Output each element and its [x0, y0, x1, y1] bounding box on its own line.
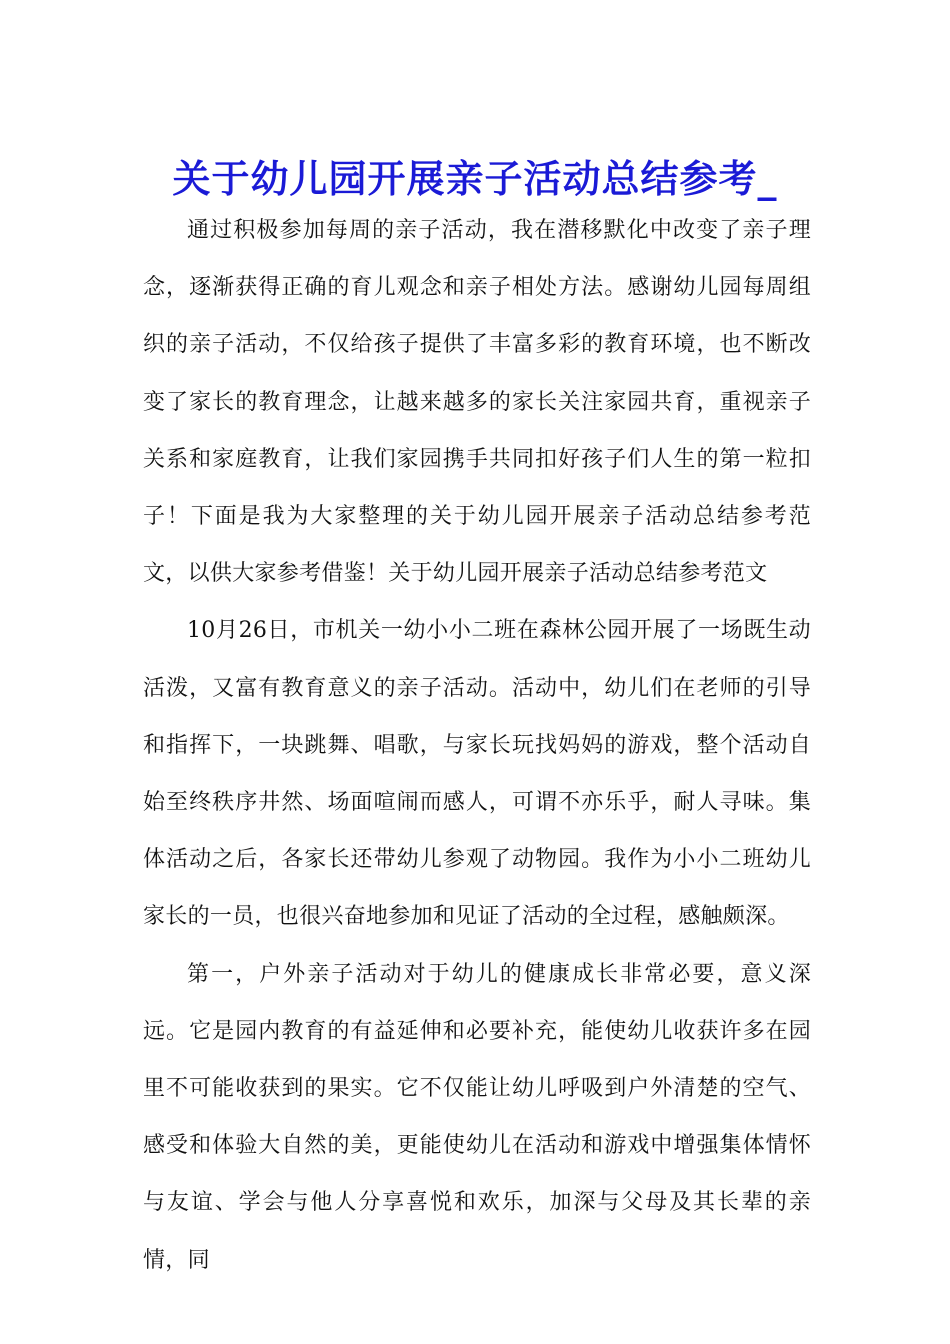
paragraph-intro: 通过积极参加每周的亲子活动，我在潜移默化中改变了亲子理念，逐渐获得正确的育儿观念和亲子相处方法。感谢幼儿园每周组织的亲子活动，不仅给孩子提供了丰富多彩的教育环境，也不断改变了家长的教育理念，让越来越多的家长关注家园共育，重视亲子关系和家庭教育，让我们家园携手共同扣好孩子们人生的第一粒扣子！下面是我为大家整理的关于幼儿园开展亲子活动总结参考范文，以供大家参考借鉴！关于幼儿园开展亲子活动总结参考范文: [143, 218, 811, 587]
document-title: 关于幼儿园开展亲子活动总结参考_: [172, 156, 778, 202]
document-body: [143, 202, 811, 1289]
paragraph-first-point: 第一，户外亲子活动对于幼儿的健康成长非常必要，意义深远。它是园内教育的有益延伸和必要补充，能使幼儿收获许多在园里不可能收获到的果实。它不仅能让幼儿呼吸到户外清楚的空气、感受和体验大自然的美，更能使幼儿在活动和游戏中增强集体情怀与友谊、学会与他人分享喜悦和欢乐，加深与父母及其长辈的亲情，同: [143, 961, 811, 1273]
paragraph-activity: 10月26日，市机关一幼小小二班在森林公园开展了一场既生动活泼，又富有教育意义的亲子活动。活动中，幼儿们在老师的引导和指挥下，一块跳舞、唱歌，与家长玩找妈妈的游戏，整个活动自始至终秩序井然、场面喧闹而感人，可谓不亦乐乎，耐人寻味。集体活动之后，各家长还带幼儿参观了动物园。我作为小小二班幼儿家长的一员，也很兴奋地参加和见证了活动的全过程，感触颇深。: [143, 618, 811, 930]
